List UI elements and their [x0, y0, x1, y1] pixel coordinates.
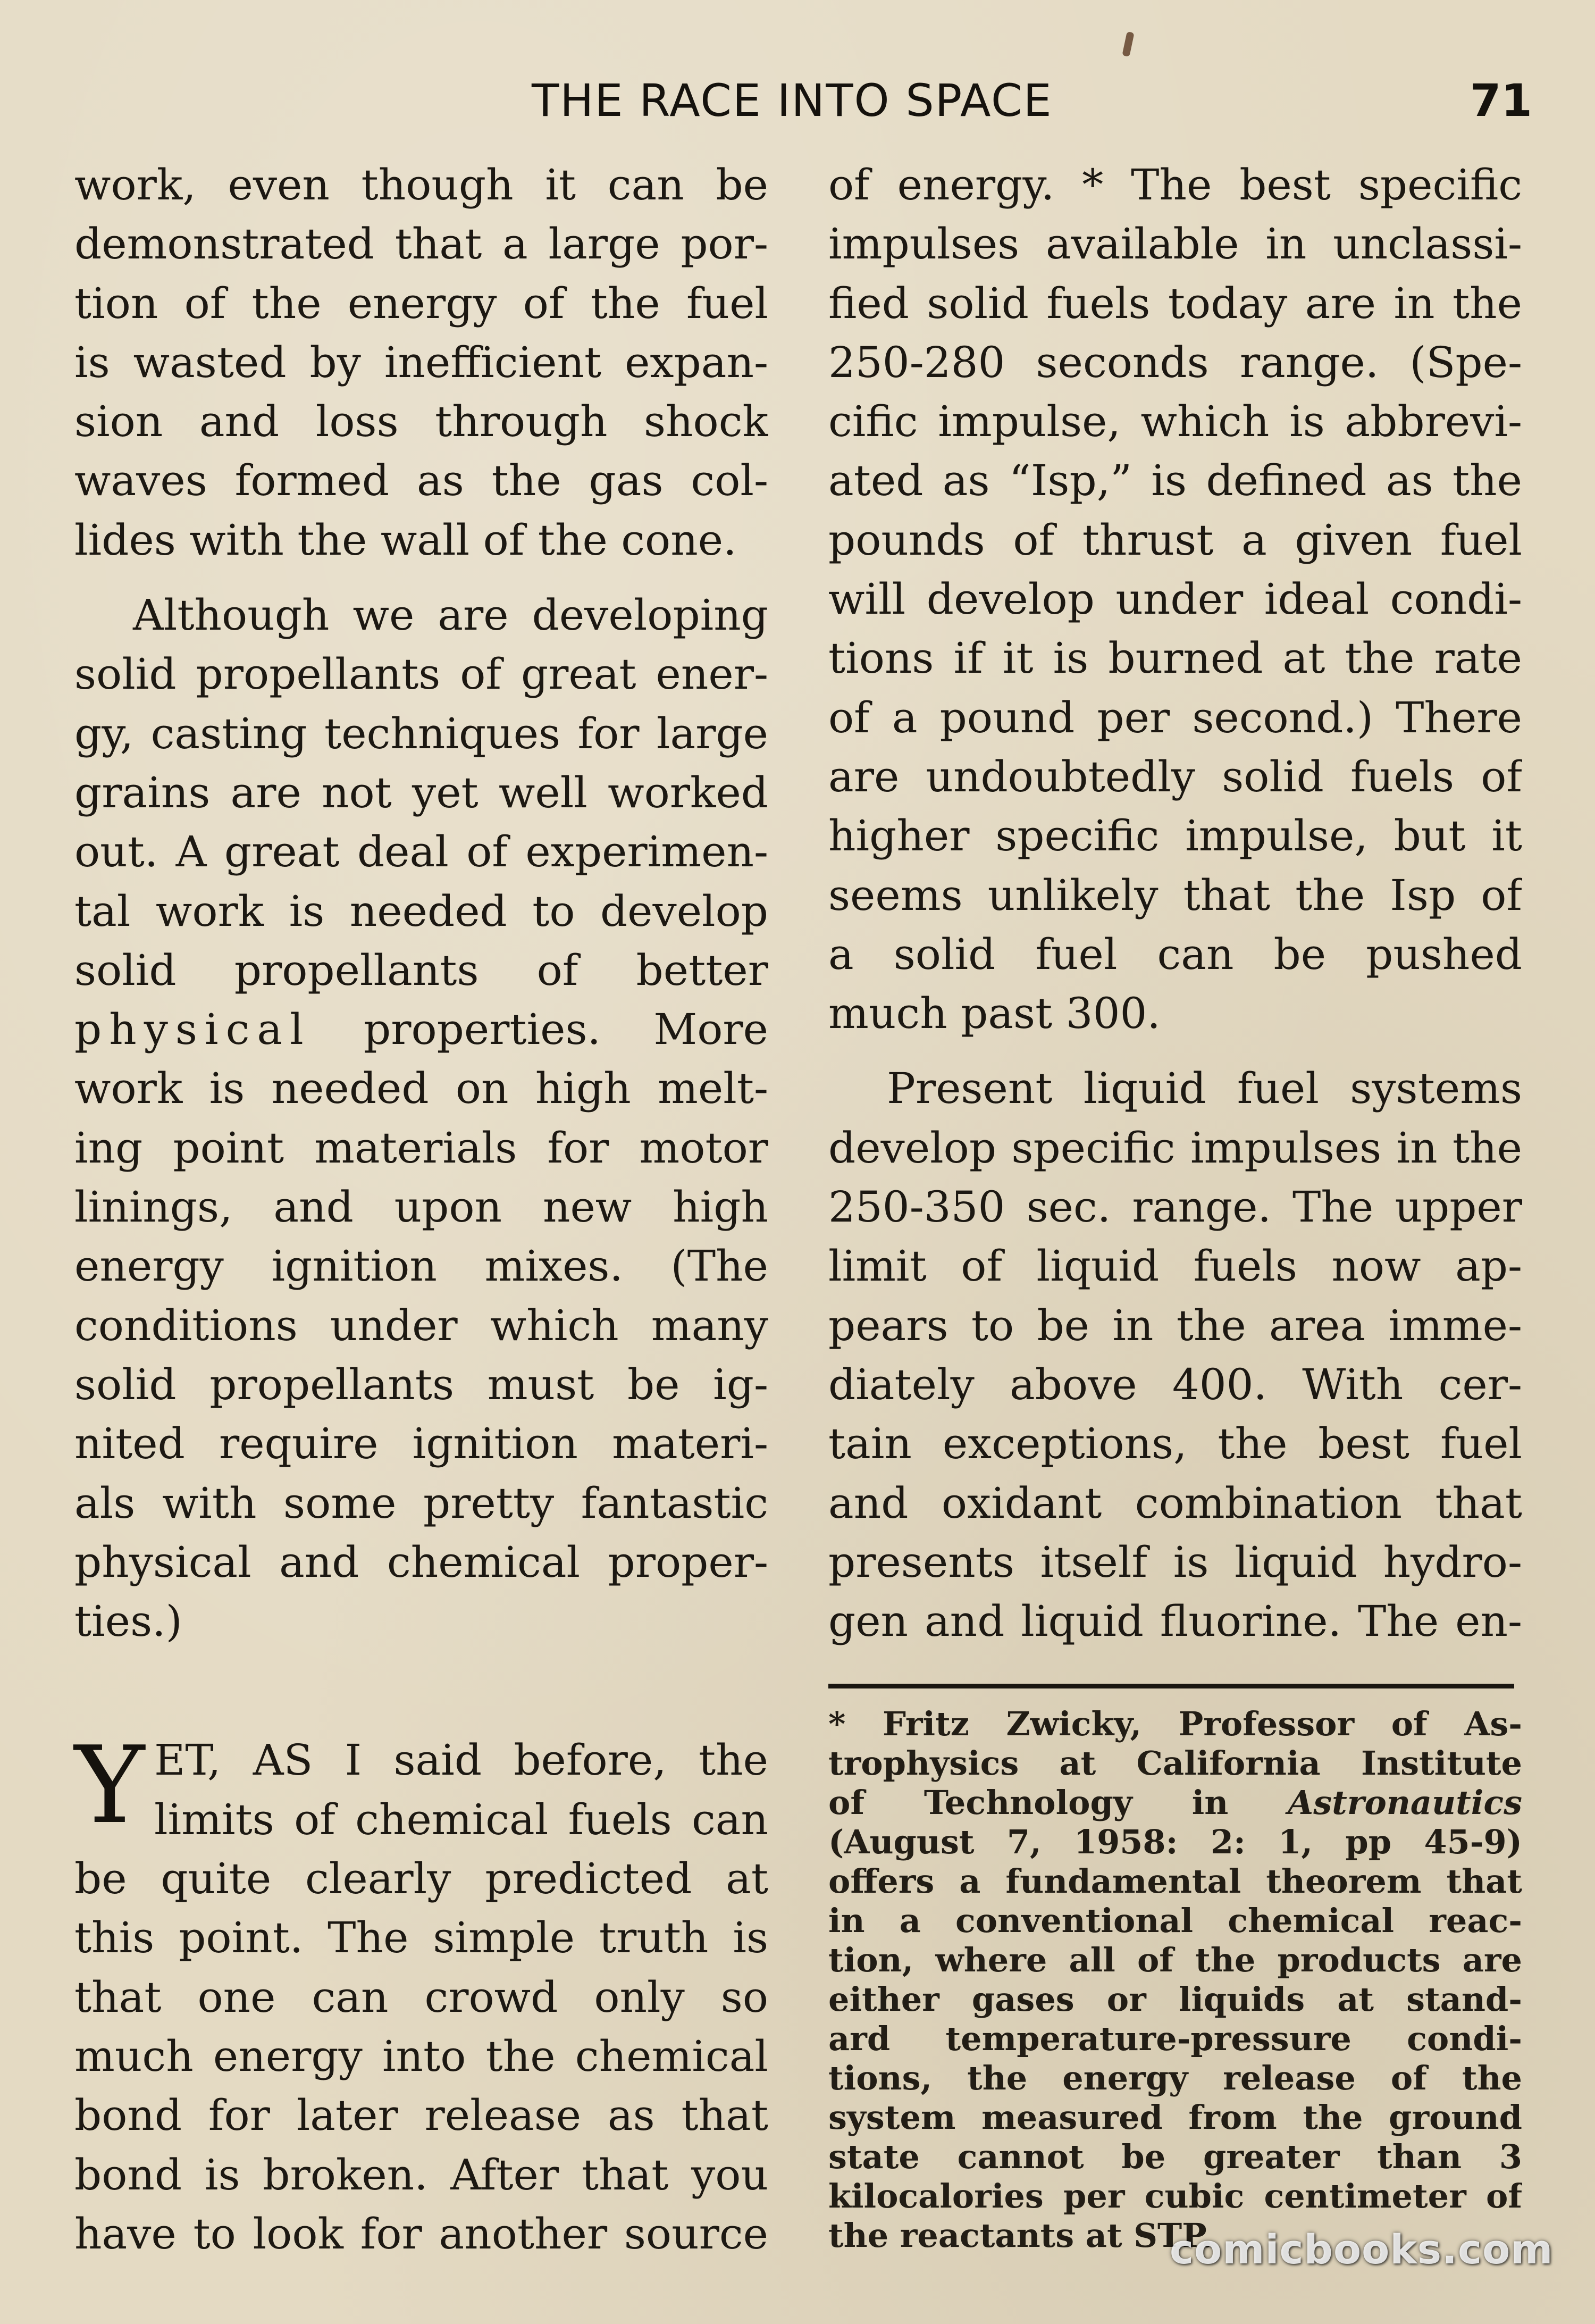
text-line: are undoubtedly solid fuels of [828, 751, 1522, 801]
text-line: have to look for another source [74, 2209, 768, 2259]
text-line: ing point materials for motor [74, 1123, 768, 1173]
text-line: solid propellants of great ener- [74, 649, 768, 699]
footnote-line: (August 7, 1958: 2: 1, pp 45-9) [828, 1823, 1522, 1861]
paragraph-continued [828, 155, 1522, 1043]
text-line: seems unlikely that the Isp of [828, 870, 1522, 920]
text-line: bond for later release as that [74, 2091, 768, 2141]
footnote-line: ard temperature-pressure condi- [828, 2019, 1522, 2058]
text-line: develop specific impulses in the [828, 1123, 1522, 1173]
text-line: tion of the energy of the fuel [74, 278, 768, 328]
text-line: higher specific impulse, but it [828, 811, 1522, 861]
footnote-divider [828, 1684, 1514, 1688]
text-line: impulses available in unclassi- [828, 219, 1522, 269]
left-column [74, 155, 768, 2263]
text-line: of energy. * The best specific [828, 160, 1522, 210]
footnote-text: of Technology in [828, 1783, 1288, 1822]
footnote [828, 1704, 1522, 2255]
text-line: 250-280 seconds range. (Spe- [828, 337, 1522, 387]
text-line: sion and loss through shock [74, 397, 768, 447]
footnote-line [828, 1783, 1522, 1823]
footnote-line: tion, where all of the products are [828, 1941, 1522, 1979]
text-line: solid propellants of better [74, 945, 768, 995]
text-line: ated as “Isp,” is defined as the [828, 456, 1522, 506]
text-line: tain exceptions, the best fuel [828, 1419, 1522, 1469]
text-line: limits of chemical fuels can [154, 1794, 768, 1844]
text-line: waves formed as the gas col- [74, 456, 768, 506]
footnote-line: offers a fundamental theorem that [828, 1862, 1522, 1901]
text-line-spaced [74, 1000, 768, 1059]
text-line: pounds of thrust a given fuel [828, 515, 1522, 565]
text-line: much past 300. [828, 989, 1161, 1039]
running-head: THE RACE INTO SPACE [532, 74, 1053, 127]
footnote-line: kilocalories per cubic centimeter of [828, 2177, 1522, 2216]
text-line: lides with the wall of the cone. [74, 515, 737, 565]
text-line: demonstrated that a large por- [74, 219, 768, 269]
right-column [828, 155, 1522, 1651]
paragraph-continued [74, 155, 768, 570]
page-number: 71 [1470, 74, 1532, 127]
ink-speck [1122, 31, 1134, 57]
text-line: linings, and upon new high [74, 1182, 768, 1232]
text-line: energy ignition mixes. (The [74, 1241, 768, 1291]
text-line: solid propellants must be ig- [74, 1359, 768, 1409]
drop-cap: Y [74, 1724, 145, 1848]
text-line: physical and chemical proper- [74, 1537, 768, 1587]
footnote-line: either gases or liquids at stand- [828, 1980, 1522, 2019]
text-line: bond is broken. After that you [74, 2150, 768, 2200]
text-line: is wasted by inefficient expan- [74, 337, 768, 387]
text-line: nited require ignition materi- [74, 1419, 768, 1469]
text-line: this point. The simple truth is [74, 1913, 768, 1963]
footnote-line: the reactants at STP. [828, 2216, 1213, 2255]
text-line: that one can crowd only so [74, 1972, 768, 2022]
footnote-line: trophysics at California Institute [828, 1744, 1522, 1783]
text-line: presents itself is liquid hydro- [828, 1537, 1522, 1587]
text-line: pears to be in the area imme- [828, 1300, 1522, 1350]
text-line: be quite clearly predicted at [74, 1854, 768, 1904]
text-line: gy, casting techniques for large [74, 708, 768, 758]
text-line: Present liquid fuel systems [887, 1064, 1522, 1114]
text-line: will develop under ideal condi- [828, 574, 1522, 624]
text-line: work, even though it can be [74, 160, 768, 210]
text-line: of a pound per second.) There [828, 692, 1522, 742]
text-line: diately above 400. With cer- [828, 1359, 1522, 1409]
text-line: tions if it is burned at the rate [828, 633, 1522, 683]
text-line: work is needed on high melt- [74, 1064, 768, 1114]
footnote-line: tions, the energy release of the [828, 2059, 1522, 2097]
text-line: grains are not yet well worked [74, 767, 768, 817]
text-line: much energy into the chemical [74, 2031, 768, 2081]
text-line: 250-350 sec. range. The upper [828, 1182, 1522, 1232]
footnote-line: * Fritz Zwicky, Professor of As- [828, 1704, 1522, 1743]
text-line: gen and liquid fluorine. The en- [828, 1596, 1522, 1646]
text-line: a solid fuel can be pushed [828, 929, 1522, 979]
footnote-line: in a conventional chemical reac- [828, 1901, 1522, 1940]
text-line: limit of liquid fuels now ap- [828, 1241, 1522, 1291]
text-line: and oxidant combination that [828, 1478, 1522, 1528]
text-line: conditions under which many [74, 1300, 768, 1350]
text-line: als with some pretty fantastic [74, 1478, 768, 1528]
text-line: ties.) [74, 1596, 182, 1646]
spaced-word: physical [74, 1005, 311, 1055]
site-watermark: comicbooks.com [1170, 2226, 1554, 2273]
footnote-line: state cannot be greater than 3 [828, 2137, 1522, 2176]
text-line: out. A great deal of experimen- [74, 827, 768, 877]
paragraph [828, 1059, 1522, 1651]
text-line: cific impulse, which is abbrevi- [828, 397, 1522, 447]
text-line: fied solid fuels today are in the [828, 278, 1522, 328]
text-line: tal work is needed to develop [74, 886, 768, 936]
journal-title: Astronautics [1288, 1783, 1522, 1822]
section-opening [74, 1724, 768, 2263]
text-fragment: properties. More [364, 1005, 768, 1055]
paragraph [74, 586, 768, 1651]
text-line: ET, AS I said before, the [154, 1735, 768, 1785]
text-line: Although we are developing [133, 590, 768, 640]
footnote-line: system measured from the ground [828, 2098, 1522, 2137]
